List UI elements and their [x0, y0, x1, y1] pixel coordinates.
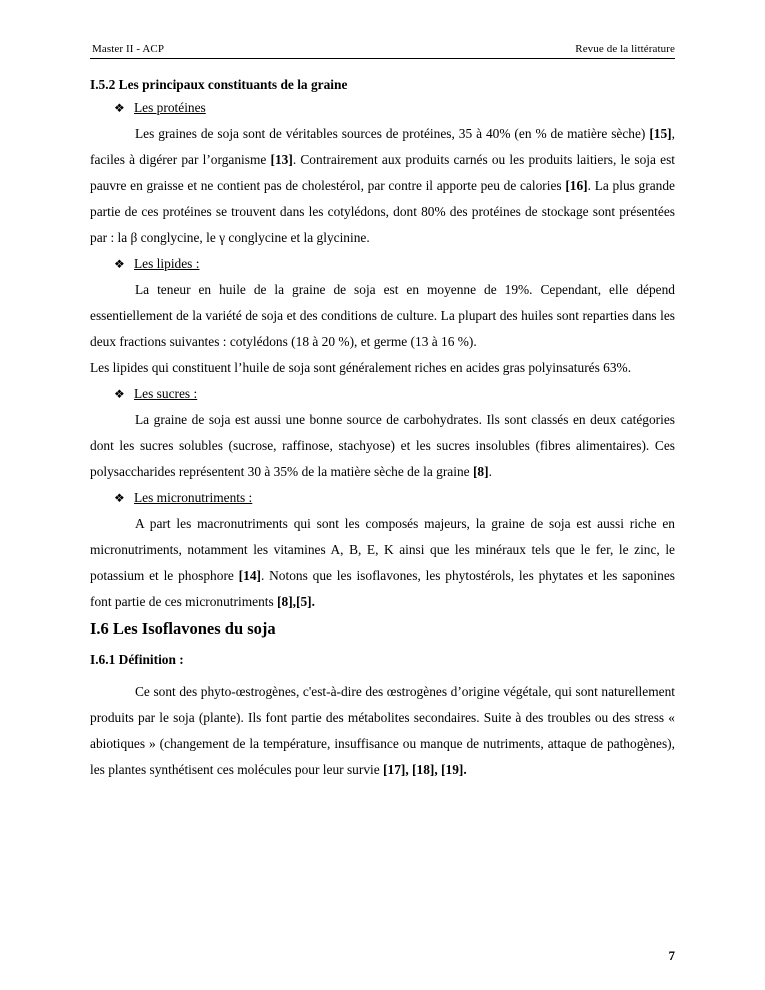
section-heading-16: I.6 Les Isoflavones du soja [90, 619, 276, 638]
diamond-bullet-icon: ❖ [114, 491, 125, 505]
header-left: Master II - ACP [92, 43, 165, 55]
paragraph-definition: Ce sont des phyto-œstrogènes, c'est-à-dire des œstrogènes d’origine végétale, qui sont naturellement produits par le soja (plante). Ils font partie des métabolites secondaires. Suite à des troubles ou des stress « abiotiques » (changement de la température, insuffisance ou manque de nutriments, attaque de pathogènes), les plantes synthétisent ces molécules pour leur survie [17], [18], [19]. [90, 684, 675, 777]
diamond-bullet-icon: ❖ [114, 257, 125, 271]
bullet-sugars [114, 381, 675, 407]
citation: [8] [472, 464, 489, 479]
diamond-bullet-icon: ❖ [114, 387, 125, 401]
header-right: Revue de la littérature [575, 43, 675, 55]
paragraph-lipids-1: La teneur en huile de la graine de soja est en moyenne de 19%. Cependant, elle dépend essentiellement de la variété de soja et des conditions de culture. La plupart des huiles sont reparties dans les deux fractions suivantes : cotylédons (18 à 20 %), et germe (13 à 16 %). [90, 282, 675, 349]
bullet-label-lipids: Les lipides : [134, 256, 200, 271]
bullet-label-proteins: Les protéines [134, 100, 206, 115]
bullet-label-micronutrients: Les micronutriments : [134, 490, 253, 505]
page-header [90, 43, 675, 59]
section-heading-161: I.6.1 Définition : [90, 652, 184, 667]
paragraph-micronutrients: A part les macronutriments qui sont les composés majeurs, la graine de soja est aussi riche en micronutriments, notamment les vitamines A, B, E, K ainsi que les minéraux tels que le fer, le zinc, le potassium et le phosphore [14]. Notons que les isoflavones, les phytostérols, les phytates et les saponines font partie de ces micronutriments [8],[5]. [90, 516, 676, 609]
diamond-bullet-icon: ❖ [114, 101, 125, 115]
paragraph-lipids-2: Les lipides qui constituent l’huile de soja sont généralement riches en acides gras polyinsaturés 63%. [90, 360, 632, 375]
citation: [14] [238, 568, 261, 583]
bullet-proteins [114, 95, 675, 121]
paragraph-sugars: La graine de soja est aussi une bonne source de carbohydrates. Ils sont classés en deux catégories dont les sucres solubles (sucrose, raffinose, stachyose) et les sucres insolubles (fibres alimentaires). Ces polysaccharides représentent 30 à 35% de la matière sèche de la graine [8]. [90, 412, 675, 479]
citation: [8],[5]. [277, 594, 315, 609]
document-body [90, 75, 675, 783]
citation: [13] [270, 152, 293, 167]
bullet-micronutrients [114, 485, 675, 511]
citation: [15] [649, 126, 672, 141]
citation: [16] [565, 178, 588, 193]
page-number: 7 [668, 948, 675, 963]
citation: [17], [18], [19]. [383, 762, 467, 777]
bullet-label-sugars: Les sucres : [134, 386, 198, 401]
section-heading-152: I.5.2 Les principaux constituants de la graine [90, 77, 348, 92]
paragraph-proteins: Les graines de soja sont de véritables sources de protéines, 35 à 40% (en % de matière sèche) [15], faciles à digérer par l’organisme [13]. Contrairement aux produits carnés ou les produits laitiers, le soja est pauvre en graisse et ne contient pas de cholestérol, par contre il apporte peu de calories [16]. La plus grande partie de ces protéines se trouvent dans les cotylédons, dont 80% des protéines de stockage sont présentées par : la β conglycine, le γ conglycine et la glycinine. [90, 126, 675, 245]
bullet-lipids [114, 251, 675, 277]
